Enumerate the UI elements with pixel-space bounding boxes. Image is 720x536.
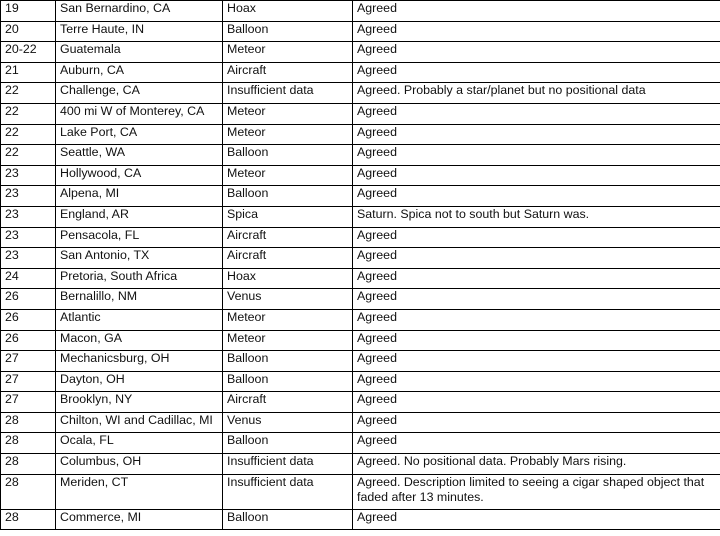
table-row bbox=[1, 371, 720, 392]
explanation-cell: Meteor bbox=[223, 330, 353, 351]
table-row bbox=[1, 433, 720, 454]
location-cell: Lake Port, CA bbox=[56, 124, 223, 145]
explanation-cell: Meteor bbox=[223, 165, 353, 186]
location-cell: San Bernardino, CA bbox=[56, 1, 223, 22]
table-row bbox=[1, 351, 720, 372]
location-cell: Mechanicsburg, OH bbox=[56, 351, 223, 372]
comment-cell: Agreed bbox=[353, 309, 720, 330]
date-cell: 28 bbox=[1, 509, 56, 530]
date-cell: 28 bbox=[1, 474, 56, 509]
explanation-cell: Insufficient data bbox=[223, 474, 353, 509]
comment-cell: Agreed bbox=[353, 1, 720, 22]
date-cell: 23 bbox=[1, 186, 56, 207]
location-cell: Meriden, CT bbox=[56, 474, 223, 509]
comment-cell: Agreed. Description limited to seeing a cigar shaped object that faded after 13 minutes. bbox=[353, 474, 720, 509]
comment-cell: Agreed bbox=[353, 268, 720, 289]
date-cell: 21 bbox=[1, 62, 56, 83]
comment-cell: Agreed bbox=[353, 392, 720, 413]
date-cell: 19 bbox=[1, 1, 56, 22]
explanation-cell: Balloon bbox=[223, 186, 353, 207]
table-row bbox=[1, 509, 720, 530]
location-cell: Atlantic bbox=[56, 309, 223, 330]
explanation-cell: Meteor bbox=[223, 103, 353, 124]
location-cell: Alpena, MI bbox=[56, 186, 223, 207]
comment-cell: Agreed bbox=[353, 103, 720, 124]
date-cell: 20 bbox=[1, 21, 56, 42]
explanation-cell: Venus bbox=[223, 289, 353, 310]
explanation-cell: Balloon bbox=[223, 433, 353, 454]
location-cell: Auburn, CA bbox=[56, 62, 223, 83]
date-cell: 27 bbox=[1, 351, 56, 372]
table-row bbox=[1, 124, 720, 145]
location-cell: 400 mi W of Monterey, CA bbox=[56, 103, 223, 124]
explanation-cell: Venus bbox=[223, 412, 353, 433]
comment-cell: Agreed bbox=[353, 62, 720, 83]
comment-cell: Agreed. No positional data. Probably Mars rising. bbox=[353, 454, 720, 475]
table-row bbox=[1, 248, 720, 269]
location-cell: Brooklyn, NY bbox=[56, 392, 223, 413]
table-row bbox=[1, 392, 720, 413]
comment-cell: Agreed bbox=[353, 124, 720, 145]
explanation-cell: Balloon bbox=[223, 509, 353, 530]
explanation-cell: Hoax bbox=[223, 1, 353, 22]
date-cell: 24 bbox=[1, 268, 56, 289]
explanation-cell: Insufficient data bbox=[223, 83, 353, 104]
table-row bbox=[1, 330, 720, 351]
table-row bbox=[1, 412, 720, 433]
date-cell: 22 bbox=[1, 103, 56, 124]
location-cell: Ocala, FL bbox=[56, 433, 223, 454]
table-row bbox=[1, 309, 720, 330]
date-cell: 22 bbox=[1, 124, 56, 145]
date-cell: 28 bbox=[1, 412, 56, 433]
location-cell: Macon, GA bbox=[56, 330, 223, 351]
explanation-cell: Meteor bbox=[223, 309, 353, 330]
location-cell: Challenge, CA bbox=[56, 83, 223, 104]
explanation-cell: Aircraft bbox=[223, 62, 353, 83]
table-row bbox=[1, 474, 720, 509]
comment-cell: Agreed bbox=[353, 227, 720, 248]
date-cell: 23 bbox=[1, 206, 56, 227]
explanation-cell: Aircraft bbox=[223, 248, 353, 269]
location-cell: Hollywood, CA bbox=[56, 165, 223, 186]
explanation-cell: Balloon bbox=[223, 145, 353, 166]
explanation-cell: Balloon bbox=[223, 21, 353, 42]
explanation-cell: Insufficient data bbox=[223, 454, 353, 475]
date-cell: 26 bbox=[1, 330, 56, 351]
comment-cell: Agreed. Probably a star/planet but no positional data bbox=[353, 83, 720, 104]
comment-cell: Agreed bbox=[353, 21, 720, 42]
date-cell: 22 bbox=[1, 145, 56, 166]
date-cell: 22 bbox=[1, 83, 56, 104]
comment-cell: Agreed bbox=[353, 42, 720, 63]
location-cell: Terre Haute, IN bbox=[56, 21, 223, 42]
date-cell: 23 bbox=[1, 165, 56, 186]
table-row bbox=[1, 83, 720, 104]
date-cell: 23 bbox=[1, 248, 56, 269]
table-body bbox=[1, 1, 720, 530]
comment-cell: Agreed bbox=[353, 509, 720, 530]
table-row bbox=[1, 42, 720, 63]
table-row bbox=[1, 268, 720, 289]
table-row bbox=[1, 103, 720, 124]
comment-cell: Agreed bbox=[353, 433, 720, 454]
date-cell: 26 bbox=[1, 289, 56, 310]
table-row bbox=[1, 206, 720, 227]
location-cell: Columbus, OH bbox=[56, 454, 223, 475]
table-row bbox=[1, 227, 720, 248]
table-row bbox=[1, 186, 720, 207]
date-cell: 28 bbox=[1, 433, 56, 454]
comment-cell: Agreed bbox=[353, 248, 720, 269]
date-cell: 26 bbox=[1, 309, 56, 330]
location-cell: Guatemala bbox=[56, 42, 223, 63]
location-cell: Dayton, OH bbox=[56, 371, 223, 392]
explanation-cell: Hoax bbox=[223, 268, 353, 289]
table-row bbox=[1, 62, 720, 83]
date-cell: 20-22 bbox=[1, 42, 56, 63]
explanation-cell: Meteor bbox=[223, 124, 353, 145]
location-cell: Seattle, WA bbox=[56, 145, 223, 166]
table-row bbox=[1, 454, 720, 475]
table-row bbox=[1, 1, 720, 22]
location-cell: Pretoria, South Africa bbox=[56, 268, 223, 289]
comment-cell: Agreed bbox=[353, 289, 720, 310]
location-cell: England, AR bbox=[56, 206, 223, 227]
date-cell: 23 bbox=[1, 227, 56, 248]
explanation-cell: Meteor bbox=[223, 42, 353, 63]
table-row bbox=[1, 289, 720, 310]
explanation-cell: Balloon bbox=[223, 351, 353, 372]
location-cell: Pensacola, FL bbox=[56, 227, 223, 248]
explanation-cell: Balloon bbox=[223, 371, 353, 392]
table-row bbox=[1, 145, 720, 166]
location-cell: San Antonio, TX bbox=[56, 248, 223, 269]
explanation-cell: Aircraft bbox=[223, 227, 353, 248]
comment-cell: Agreed bbox=[353, 412, 720, 433]
comment-cell: Agreed bbox=[353, 371, 720, 392]
comment-cell: Agreed bbox=[353, 351, 720, 372]
date-cell: 27 bbox=[1, 371, 56, 392]
table-row bbox=[1, 165, 720, 186]
explanation-cell: Aircraft bbox=[223, 392, 353, 413]
comment-cell: Agreed bbox=[353, 186, 720, 207]
explanation-cell: Spica bbox=[223, 206, 353, 227]
date-cell: 28 bbox=[1, 454, 56, 475]
location-cell: Commerce, MI bbox=[56, 509, 223, 530]
comment-cell: Saturn. Spica not to south but Saturn was. bbox=[353, 206, 720, 227]
date-cell: 27 bbox=[1, 392, 56, 413]
comment-cell: Agreed bbox=[353, 145, 720, 166]
comment-cell: Agreed bbox=[353, 330, 720, 351]
table-row bbox=[1, 21, 720, 42]
location-cell: Bernalillo, NM bbox=[56, 289, 223, 310]
comment-cell: Agreed bbox=[353, 165, 720, 186]
location-cell: Chilton, WI and Cadillac, MI bbox=[56, 412, 223, 433]
